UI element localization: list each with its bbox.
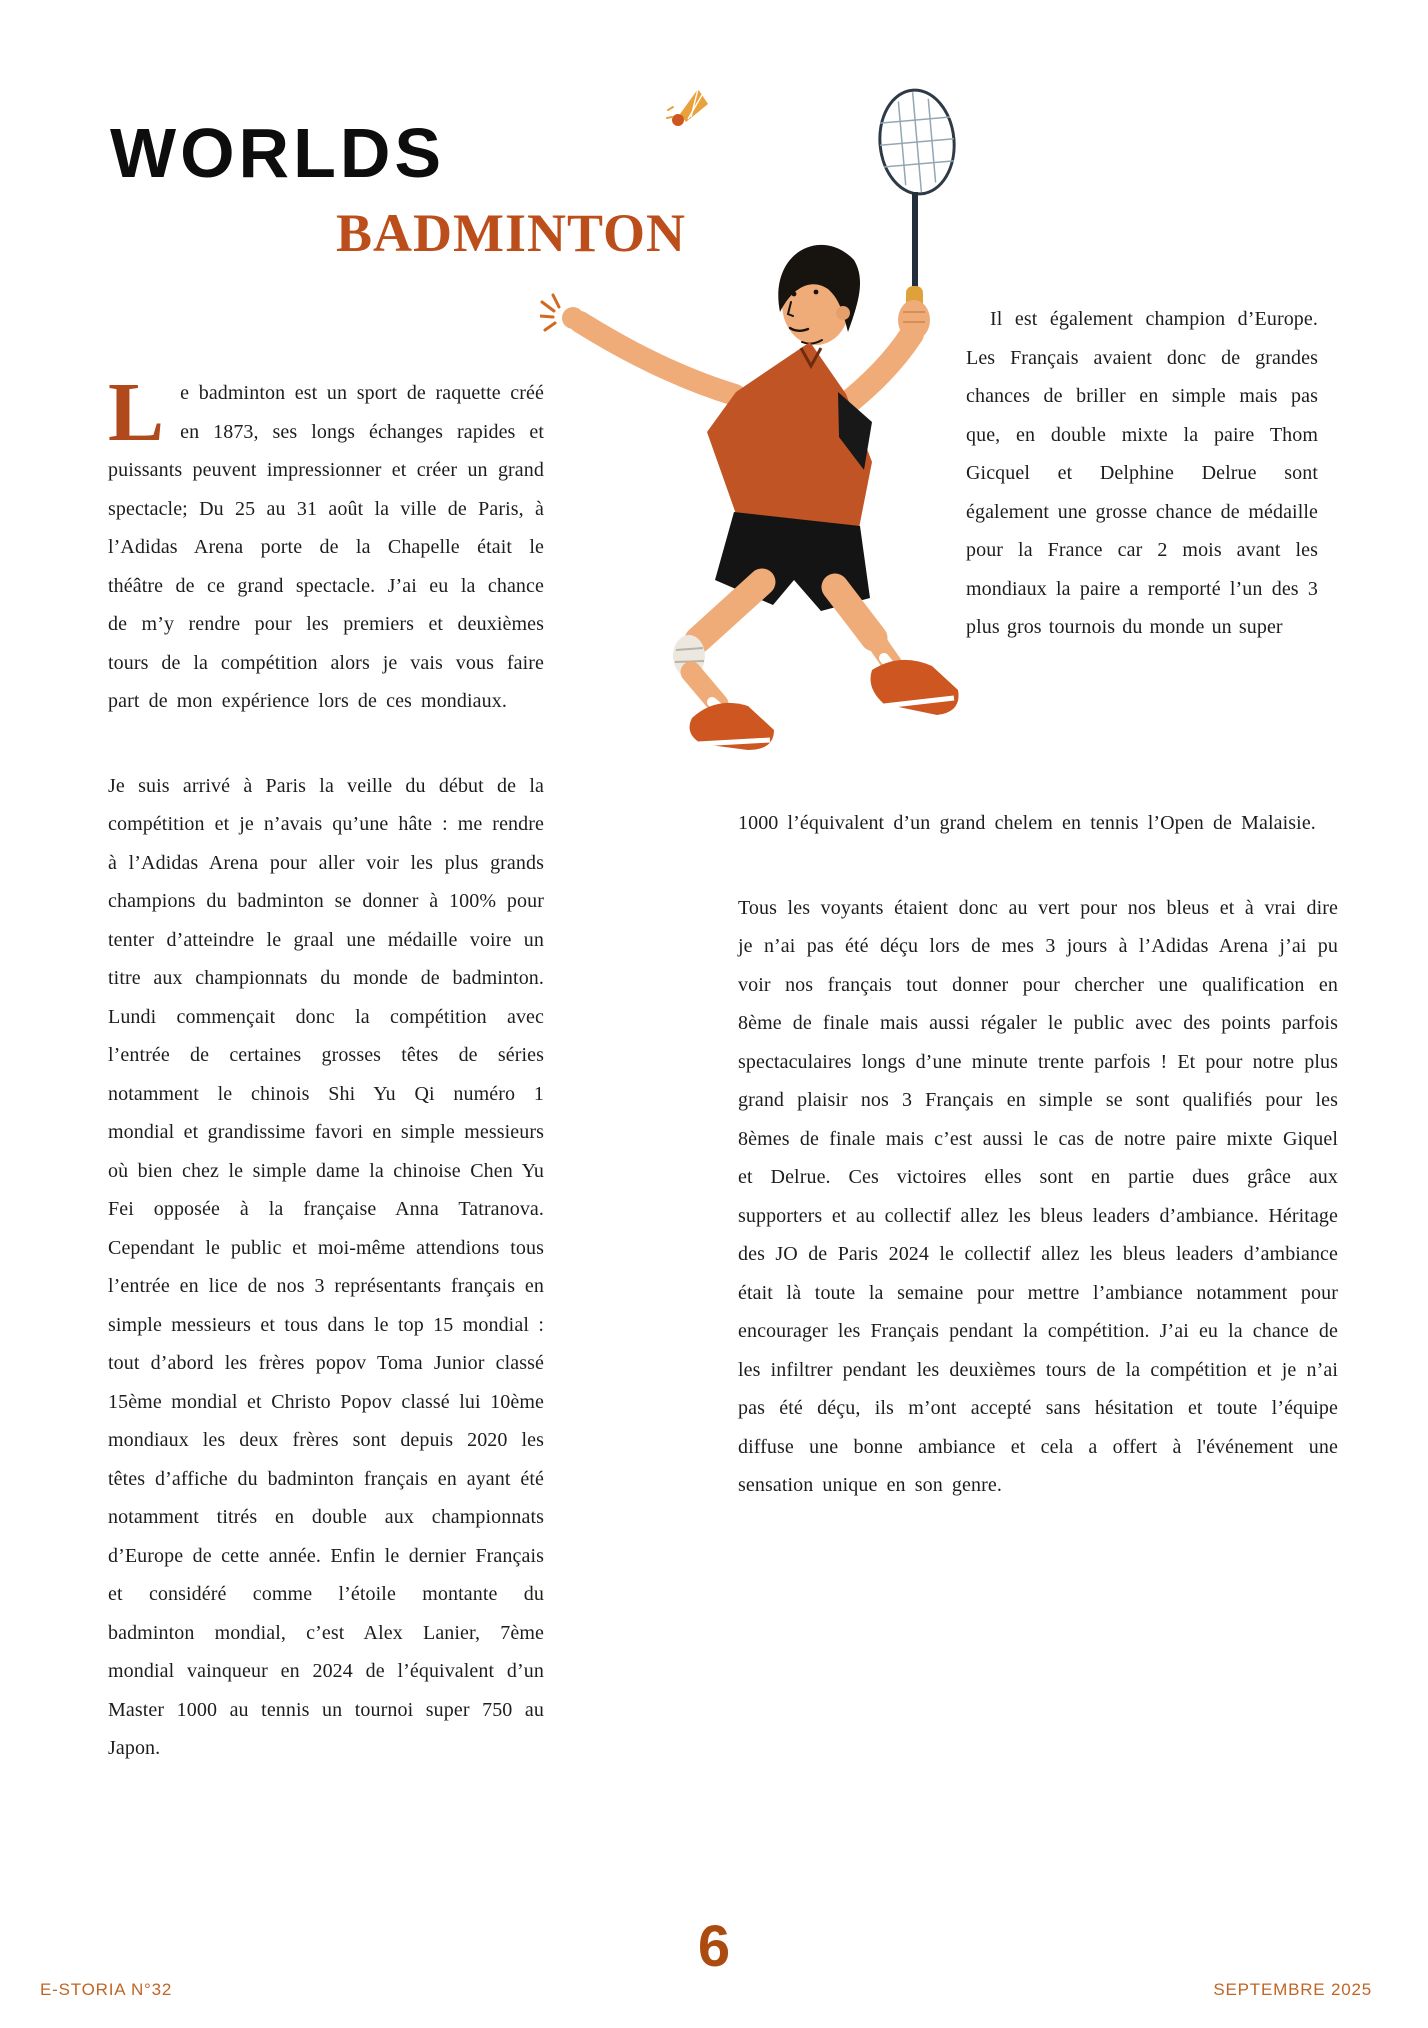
lead-paragraph-text: e badminton est un sport de raquette créé en 1873, ses longs échanges rapides et puissants peuvent impressionner et créer un grand spectacle; Du 25 au 31 août la ville de Paris, à l’Adidas Arena porte de la Chapelle était le théâtre de ce grand spectacle. J’ai eu la chance de m’y rendre pour les premiers et deuxièmes tours de la compétition alors je vais vous faire part de mon expérience lors de ces mondiaux. [108,382,544,712]
body-paragraph: Je suis arrivé à Paris la veille du début de la compétition et je n’avais qu’une hâte : me rendre à l’Adidas Arena pour aller voir les plus grands champions du badminton se donner à 100% pour tenter d’atteindre le graal une médaille voire un titre aux championnats du monde de badminton. Lundi commençait donc la compétition avec l’entrée de certaines grosses têtes de séries notamment le chinois Shi Yu Qi numéro 1 mondial et grandissime favori en simple messieurs où bien chez le simple dame la chinoise Chen Yu Fei opposée à la française Anna Tatranova. Cependant le public et moi-même attendions tous l’entrée en lice de nos 3 représentants français en simple messieurs et tous dans le top 15 mondial : tout d’abord les frères popov Toma Junior classé 15ème mondial et Christo Popov classé lui 10ème mondiaux les deux frères sont depuis 2020 les têtes d’affiche du badminton français en ayant été notamment titrés en double aux championnats d’Europe de cette année. Enfin le dernier Français et considéré comme l’étoile montante du badminton mondial, c’est Alex Lanier, 7ème mondial vainqueur en 2024 de l’équivalent d’un Master 1000 au tennis un tournoi super 750 au Japon. [108,774,544,1759]
racket-shaft [912,192,918,290]
body-paragraph: Il est également champion d’Europe. Les Français avaient donc de grandes chances de briller en simple mais pas que, en double mixte la paire Thom Gicquel et Delphine Delrue sont également une grosse chance de médaille pour la France car 2 mois avant les mondiaux la paire a remporté l’un des 3 plus gros tournois du monde un super [966,308,1318,638]
right-column [738,300,1338,1505]
magazine-issue-label: E-STORIA N°32 [40,1980,173,1999]
player-left-hand [562,307,584,329]
page-subtitle: BADMINTON [336,203,687,263]
page-title: WORLDS [110,114,446,192]
body-paragraph-continued: 1000 l’équivalent d’un grand chelem en tennis l’Open de Malaisie. [738,812,1316,834]
lead-paragraph [108,366,544,721]
player-left-arm [580,322,735,395]
drop-cap: L [108,366,165,459]
left-column [108,366,544,1768]
racket-icon [876,87,959,336]
body-paragraph: Tous les voyants étaient donc au vert pour nos bleus et à vrai dire je n’ai pas été déçu lors de mes 3 jours à l’Adidas Arena j’ai pu voir nos français tout donner pour chercher une qualification en 8ème de finale mais aussi régaler le public avec des points parfois spectaculaires longs d’une minute trente parfois ! Et pour notre plus grand plaisir nos 3 Français en simple se sont qualifiés pour les 8èmes de finale mais c’est aussi le cas de notre paire mixte Giquel et Delrue. Ces victoires elles sont en partie dues grâce aux supporters et au collectif allez les bleus leaders d’ambiance. Héritage des JO de Paris 2024 le collectif allez les bleus leaders d’ambiance était là toute la semaine pour mettre l’ambiance notamment pour encourager les Français pendant la compétition. J’ai eu la chance de les infiltrer pendant les deuxièmes tours de la compétition et je n’ai pas été déçu, ils m’ont accepté sans hésitation et toute l’équipe diffuse une bonne ambiance et cela a offert à l'événement une sensation unique en son genre. [738,896,1338,1496]
shuttlecock-in-hand [540,295,559,330]
issue-date-label: SEPTEMBRE 2025 [1213,1980,1372,1999]
page-number: 6 [697,1914,731,1979]
